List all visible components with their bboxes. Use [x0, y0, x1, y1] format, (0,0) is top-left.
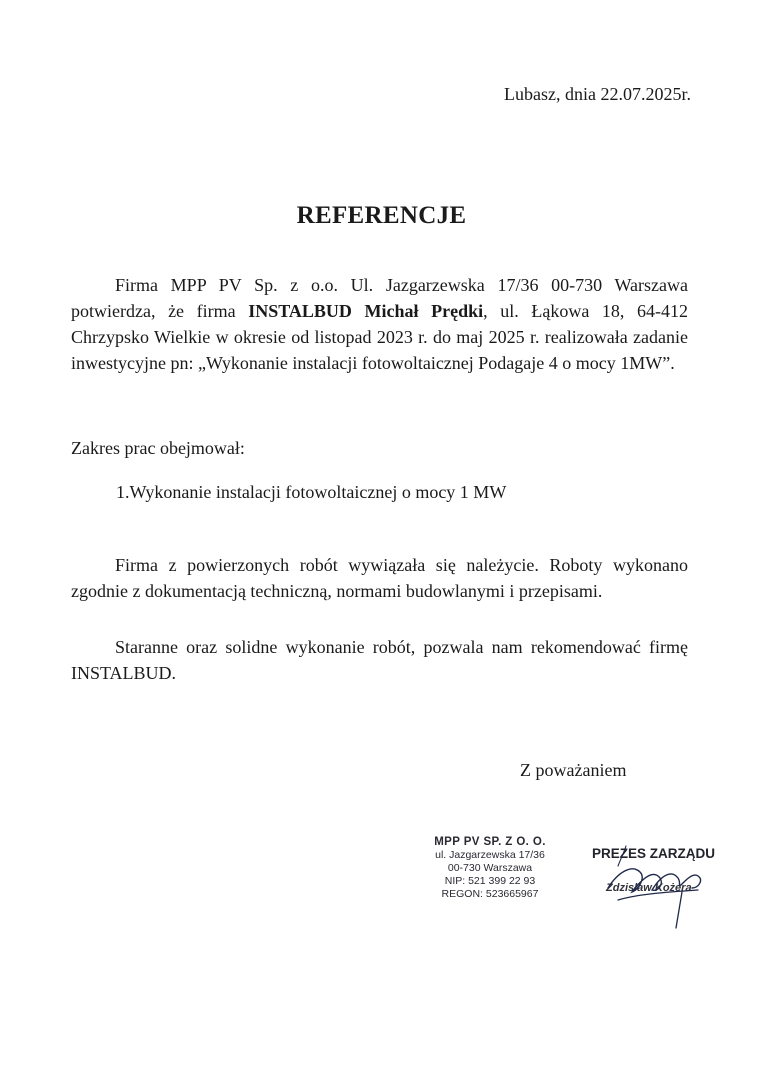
date-line: Lubasz, dnia 22.07.2025r. [504, 84, 691, 104]
document-title: REFERENCJE [296, 202, 467, 229]
contractor-name: INSTALBUD Michał Prędki [248, 301, 484, 321]
paragraph-evaluation: Firma z powierzonych robót wywiązała się należycie. Roboty wykonano zgodnie z dokumentacją techniczną, normami budowlanymi i przepisami. [71, 555, 688, 601]
scope-label: Zakres prac obejmował: [71, 438, 245, 458]
paragraph-confirmation [71, 272, 688, 376]
stamp-regon: REGON: 523665967 [441, 888, 539, 900]
signature-block [588, 842, 728, 932]
company-stamp [426, 836, 554, 901]
paragraph-recommendation: Staranne oraz solidne wykonanie robót, pozwala nam rekomendować firmę INSTALBUD. [71, 637, 688, 683]
stamp-city: 00-730 Warszawa [447, 862, 533, 874]
signature-title: PREZES ZARZĄDU [592, 846, 716, 861]
handwritten-signature [588, 842, 728, 932]
stamp-nip: NIP: 521 399 22 93 [444, 875, 536, 887]
closing-phrase: Z poważaniem [520, 760, 627, 780]
paragraph-confirmation-part1: Firma MPP PV Sp. z o.o. Ul. Jazgarzewska 17/36 00-730 Warszawa potwierdza, że firma [71, 275, 688, 321]
scope-list-item: 1.Wykonanie instalacji fotowoltaicznej o mocy 1 MW [116, 482, 507, 502]
stamp-street: ul. Jazgarzewska 17/36 [435, 849, 545, 861]
paragraph-indent [71, 275, 115, 295]
stamp-company: MPP PV SP. Z O. O. [434, 836, 546, 848]
paragraph-confirmation-part2: , ul. Łąkowa 18, 64-412 Chrzypsko Wielkie w okresie od listopad 2023 r. do maj 2025 r. realizowała zadanie inwestycyjne pn: „Wykonanie instalacji fotowoltaicznej Podagaje 4 o mocy 1MW”. [71, 301, 689, 373]
signature-name: Zdzisław Kożera [606, 882, 692, 894]
